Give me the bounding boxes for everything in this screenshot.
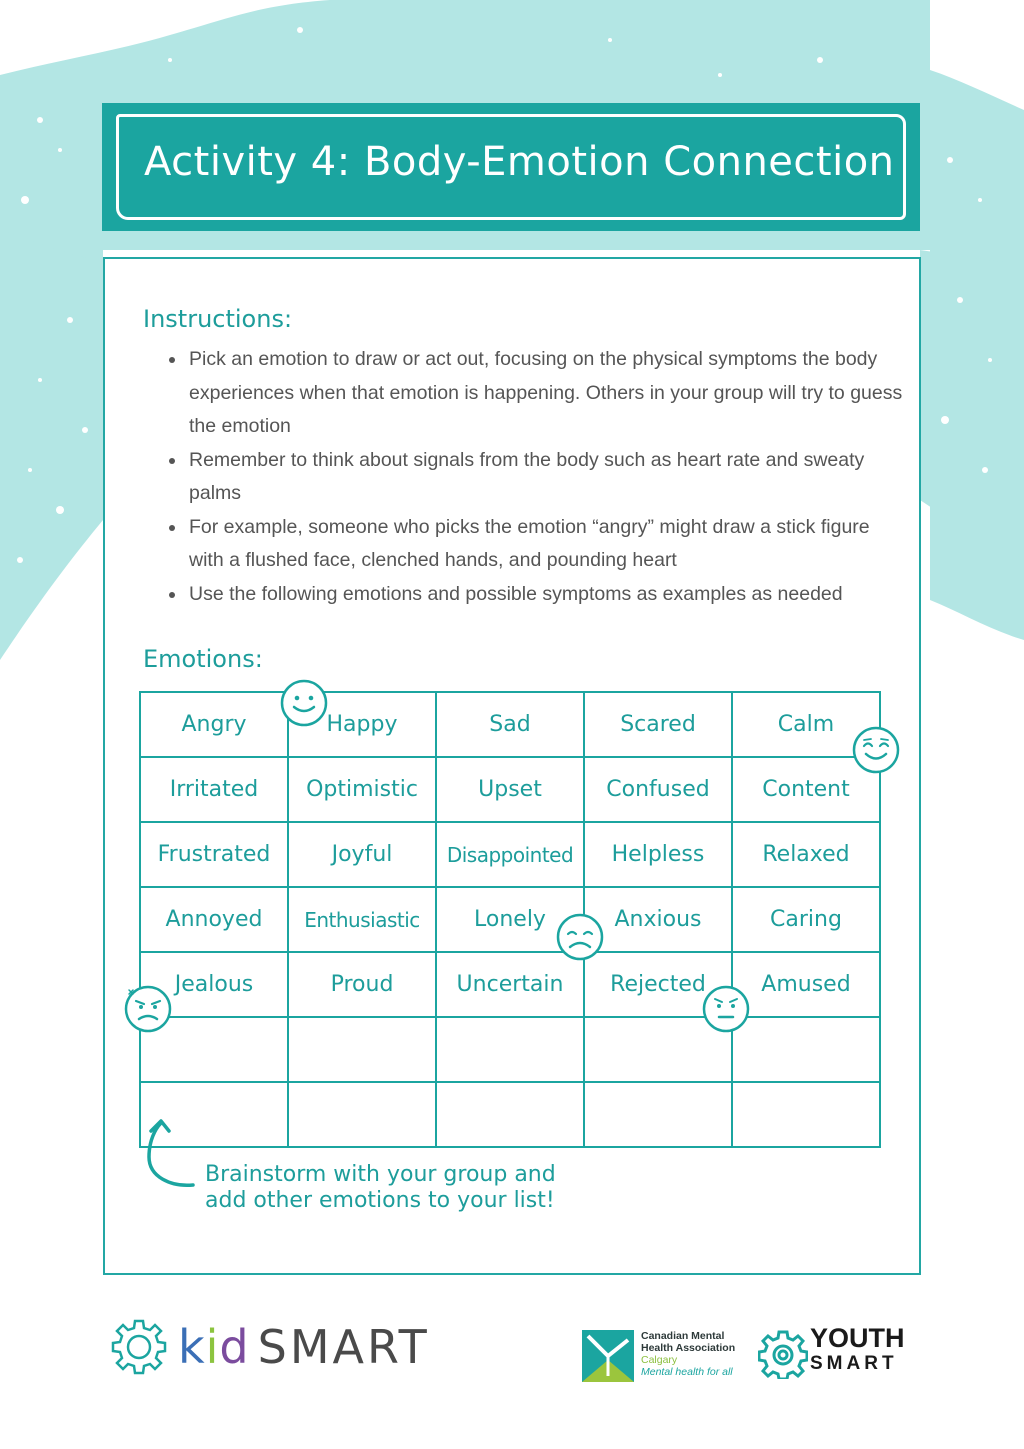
emotion-cell[interactable]: Disappointed: [436, 822, 584, 887]
curved-arrow-icon: [141, 1117, 201, 1197]
emotion-cell[interactable]: Upset: [436, 757, 584, 822]
kidsmart-smart: SMART: [257, 1320, 430, 1374]
smiling-face-icon: [851, 725, 901, 775]
page-title: Activity 4: Body-Emotion Connection: [144, 139, 895, 185]
emotion-cell[interactable]: Jealous: [140, 952, 288, 1017]
table-row: [140, 822, 880, 887]
empty-emotion-cell[interactable]: [584, 1082, 732, 1147]
kidsmart-logo: [108, 1315, 430, 1380]
empty-emotion-cell[interactable]: [436, 1017, 584, 1082]
table-row: [140, 952, 880, 1017]
cmha-logo-icon: [582, 1330, 634, 1382]
cmha-logo: [582, 1328, 752, 1384]
empty-emotion-cell[interactable]: [288, 1017, 436, 1082]
emotions-table: [139, 691, 881, 1148]
empty-emotion-cell[interactable]: [436, 1082, 584, 1147]
emotion-cell[interactable]: Confused: [584, 757, 732, 822]
worried-face-icon: [701, 984, 751, 1034]
gear-icon: [108, 1317, 170, 1379]
emotion-cell[interactable]: Happy: [288, 692, 436, 757]
youthsmart-logo: [758, 1323, 918, 1382]
table-row: [140, 1017, 880, 1082]
cmha-name-line2: Health Association: [641, 1342, 736, 1354]
brainstorm-note: [205, 1162, 556, 1214]
kidsmart-d: d: [219, 1320, 250, 1374]
table-row: [140, 1082, 880, 1147]
emotion-cell[interactable]: Joyful: [288, 822, 436, 887]
youthsmart-line1: YOUTH: [810, 1323, 905, 1353]
emotion-cell[interactable]: Sad: [436, 692, 584, 757]
emotion-cell[interactable]: Irritated: [140, 757, 288, 822]
emotion-cell[interactable]: Enthusiastic: [288, 887, 436, 952]
emotion-cell[interactable]: Proud: [288, 952, 436, 1017]
instructions-list: [165, 343, 907, 611]
emotion-cell[interactable]: Anxious: [584, 887, 732, 952]
emotion-cell[interactable]: Frustrated: [140, 822, 288, 887]
table-row: [140, 887, 880, 952]
empty-emotion-cell[interactable]: [288, 1082, 436, 1147]
instruction-item: • Use the following emotions and possible symptoms as examples as needed: [187, 578, 907, 612]
table-row: [140, 692, 880, 757]
angry-face-icon: [123, 984, 173, 1034]
empty-emotion-cell[interactable]: [732, 1017, 880, 1082]
emotions-heading: Emotions:: [143, 645, 263, 673]
emotion-cell[interactable]: Uncertain: [436, 952, 584, 1017]
instruction-item: • For example, someone who picks the emotion “angry” might draw a stick figure with a flushed face, clenched hands, and pounding heart: [187, 511, 907, 578]
emotion-cell[interactable]: Content: [732, 757, 880, 822]
table-row: [140, 757, 880, 822]
brainstorm-line: Brainstorm with your group and: [205, 1162, 556, 1187]
brainstorm-line: add other emotions to your list!: [205, 1188, 555, 1213]
instruction-item: • Pick an emotion to draw or act out, focusing on the physical symptoms the body experiences when that emotion is happening. Others in your group will try to guess the emotion: [187, 343, 907, 444]
emotion-cell[interactable]: Angry: [140, 692, 288, 757]
youthsmart-line2: SMART: [810, 1353, 898, 1374]
sad-face-icon: [555, 912, 605, 962]
title-banner: [102, 103, 920, 231]
empty-emotion-cell[interactable]: [732, 1082, 880, 1147]
cmha-name-line1: Canadian Mental: [641, 1330, 725, 1342]
youthsmart-gear-icon: [758, 1329, 808, 1379]
instructions-heading: Instructions:: [143, 305, 293, 333]
emotion-cell[interactable]: Helpless: [584, 822, 732, 887]
kidsmart-k: k: [178, 1320, 206, 1374]
emotion-cell[interactable]: Scared: [584, 692, 732, 757]
emotion-cell[interactable]: Caring: [732, 887, 880, 952]
happy-face-icon: [279, 678, 329, 728]
emotion-cell[interactable]: Annoyed: [140, 887, 288, 952]
emotion-cell[interactable]: Relaxed: [732, 822, 880, 887]
instruction-item: • Remember to think about signals from the body such as heart rate and sweaty palms: [187, 444, 907, 511]
emotion-cell[interactable]: Rejected: [584, 952, 732, 1017]
emotion-cell[interactable]: Calm: [732, 692, 880, 757]
cmha-city: Calgary: [641, 1354, 678, 1366]
cmha-tagline: Mental health for all: [641, 1366, 733, 1378]
emotion-cell[interactable]: Lonely: [436, 887, 584, 952]
activity-card: [103, 257, 921, 1275]
emotion-cell[interactable]: Optimistic: [288, 757, 436, 822]
emotion-cell[interactable]: Amused: [732, 952, 880, 1017]
kidsmart-i: i: [205, 1320, 220, 1374]
